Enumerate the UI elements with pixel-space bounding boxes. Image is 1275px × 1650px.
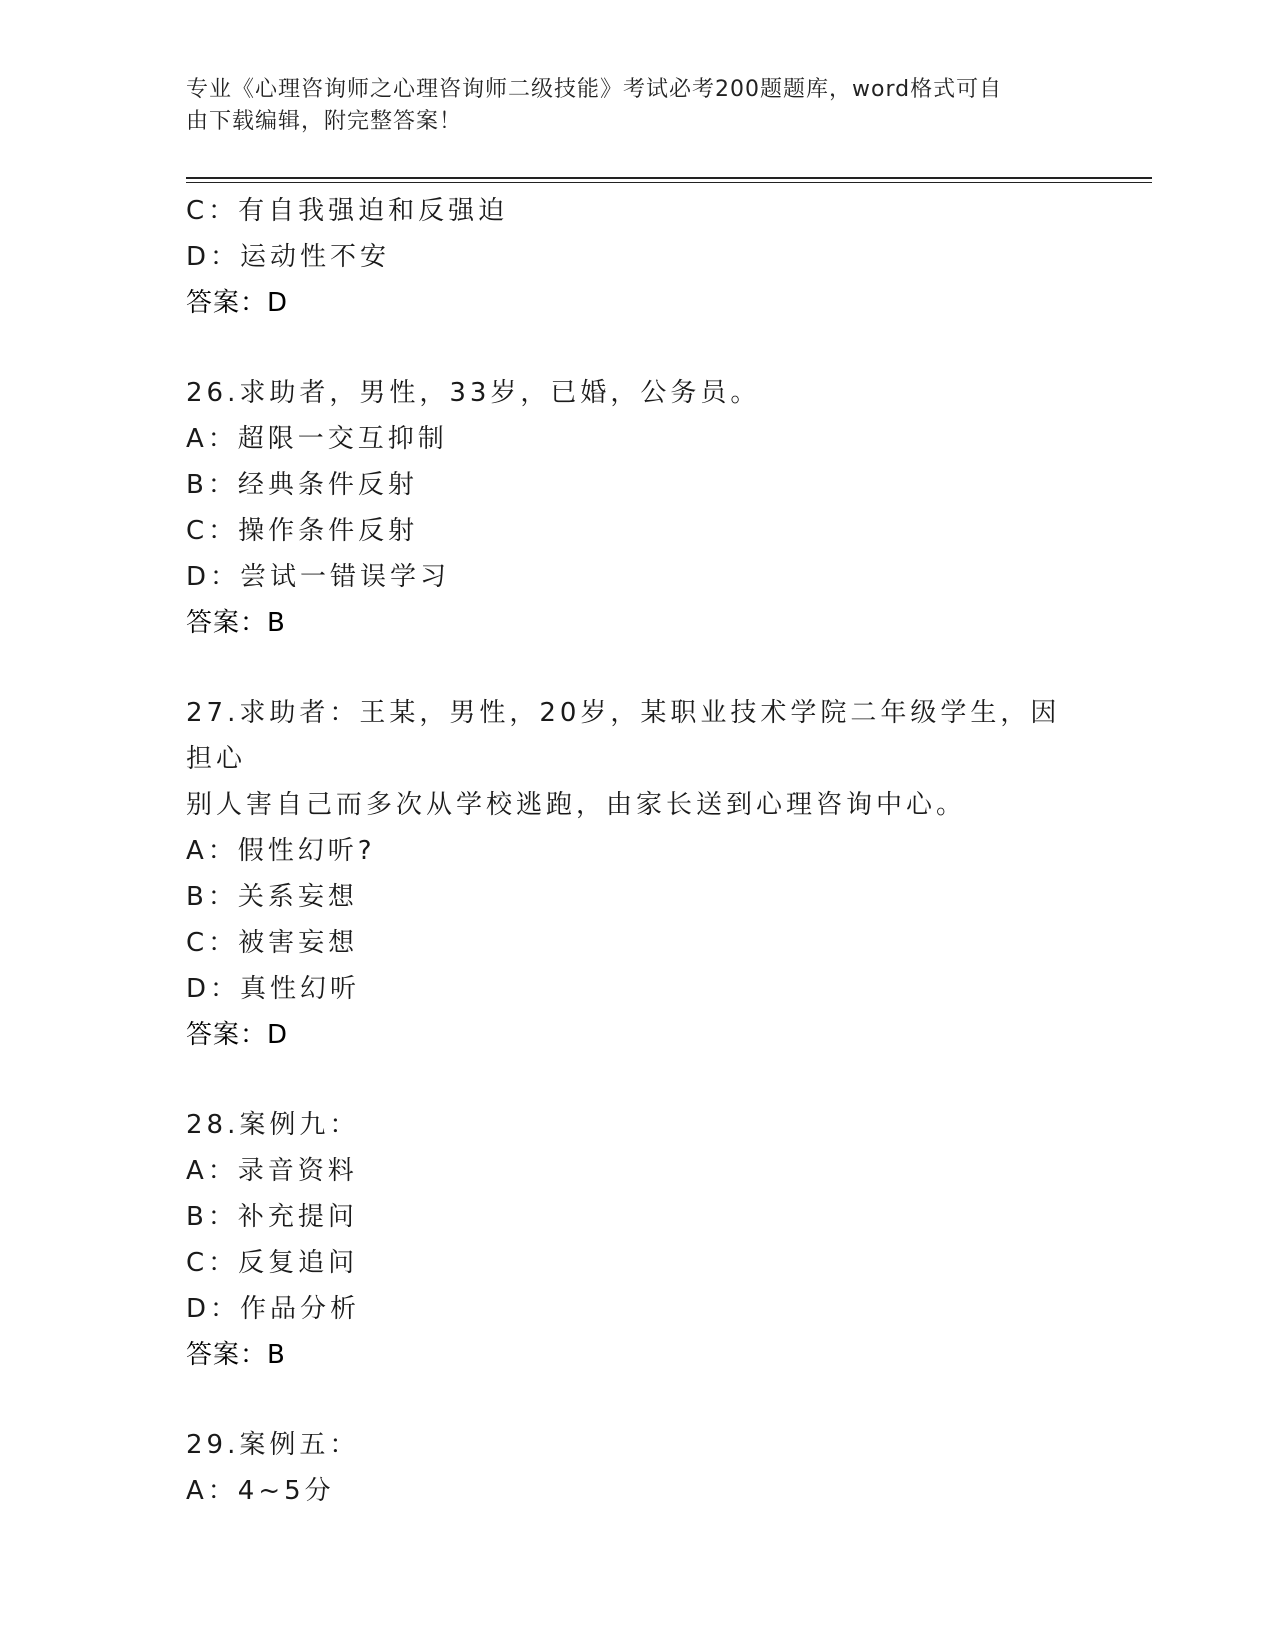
question-26: [186, 370, 1086, 646]
option-d: D：尝试一错误学习: [186, 562, 451, 592]
option-c: C：有自我强迫和反强迫: [186, 196, 509, 226]
header-line-1: 专业《心理咨询师之心理咨询师二级技能》考试必考200题题库，word格式可自: [186, 77, 1003, 102]
header-line-2: 由下载编辑，附完整答案！: [186, 109, 463, 134]
spacer: [186, 326, 1086, 370]
option-b: B：补充提问: [186, 1202, 358, 1232]
question-list: [186, 188, 1086, 1514]
question-fragment: [186, 188, 1086, 326]
option-c: C：被害妄想: [186, 928, 359, 958]
option-a: A：假性幻听?: [186, 836, 376, 866]
question-stem: 28.案例九：: [186, 1110, 360, 1140]
option-a: A：超限一交互抑制: [186, 424, 448, 454]
question-stem: 26.求助者，男性，33岁，已婚，公务员。: [186, 378, 761, 408]
question-27: [186, 690, 1086, 1058]
answer-line: 答案：D: [186, 1020, 289, 1050]
question-28: [186, 1102, 1086, 1378]
option-d: D：作品分析: [186, 1294, 361, 1324]
option-c: C：反复追问: [186, 1248, 359, 1278]
option-b: B：关系妄想: [186, 882, 358, 912]
answer-line: 答案：B: [186, 608, 286, 638]
answer-line: 答案：D: [186, 288, 289, 318]
option-d: D：运动性不安: [186, 242, 391, 272]
answer-line: 答案：B: [186, 1340, 286, 1370]
option-a: A：录音资料: [186, 1156, 358, 1186]
option-a: A：4~5分: [186, 1476, 335, 1506]
option-b: B：经典条件反射: [186, 470, 418, 500]
question-stem: 29.案例五：: [186, 1430, 360, 1460]
option-d: D：真性幻听: [186, 974, 361, 1004]
spacer: [186, 1378, 1086, 1422]
header-rule-thick: [186, 177, 1152, 179]
spacer: [186, 646, 1086, 690]
option-c: C：操作条件反射: [186, 516, 419, 546]
question-29: [186, 1422, 1086, 1514]
header-rule-thin: [186, 182, 1152, 183]
question-stem-line-2: 别人害自己而多次从学校逃跑，由家长送到心理咨询中心。: [186, 790, 967, 820]
document-header: [186, 74, 1086, 138]
question-stem-line-1: 27.求助者：王某，男性，20岁，某职业技术学院二年级学生，因担心: [186, 698, 1061, 774]
spacer: [186, 1058, 1086, 1102]
